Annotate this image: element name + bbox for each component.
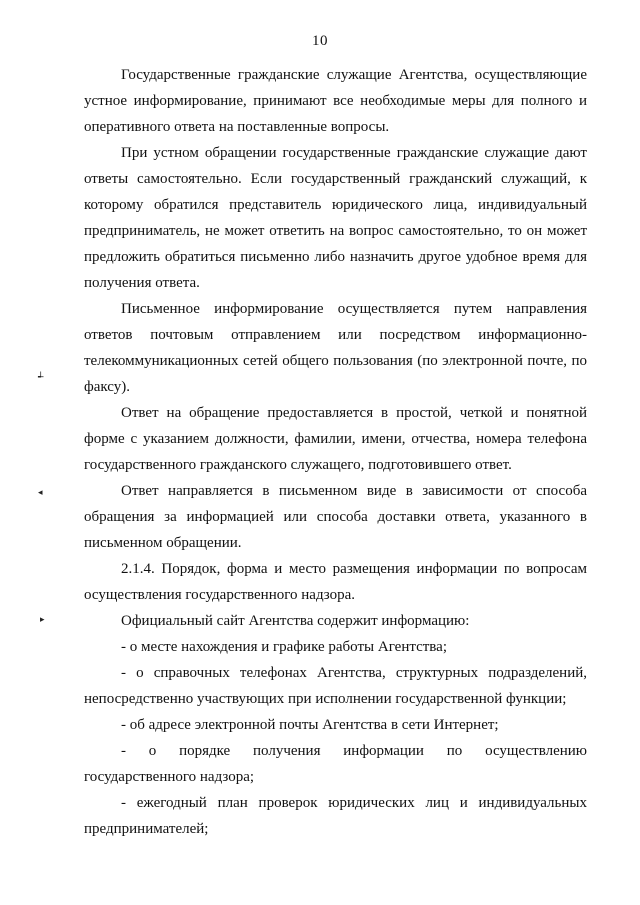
document-body [84,62,587,842]
page-number: 10 [312,33,328,49]
margin-scan-mark: ▸ [40,615,45,625]
paragraph: Ответ направляется в письменном виде в зависимости от способа обращения за информацией или способа доставки ответа, указанного в письменном обращении. [84,483,587,551]
paragraph: Государственные гражданские служащие Агентства, осуществляющие устное информирование, принимают все необходимые меры для полного и оперативного ответа на поставленные вопросы. [84,67,587,135]
list-item: - об адресе электронной почты Агентства в сети Интернет; [121,717,499,733]
paragraph: Официальный сайт Агентства содержит информацию: [121,613,470,629]
list-item: - о справочных телефонах Агентства, структурных подразделений, непосредственно участвующих при исполнении государственной функции; [84,665,587,707]
margin-scan-mark: ┵ [38,373,44,383]
paragraph: 2.1.4. Порядок, форма и место размещения информации по вопросам осуществления государственного надзора. [84,561,587,603]
paragraph: Письменное информирование осуществляется путем направления ответов почтовым отправлением или посредством информационно-телекоммуникационных сетей общего пользования (по электронной почте, по факсу). [84,301,587,395]
list-item: - о месте нахождения и графике работы Агентства; [121,639,448,655]
paragraph: Ответ на обращение предоставляется в простой, четкой и понятной форме с указанием должности, фамилии, имени, отчества, номера телефона государственного гражданского служащего, подготовившего ответ. [84,405,587,473]
list-item: - о порядке получения информации по осуществлению государственного надзора; [84,743,587,785]
margin-scan-mark: ◂ [38,488,43,498]
paragraph: При устном обращении государственные гражданские служащие дают ответы самостоятельно. Если государственный гражданский служащий, к которому обратился представитель юридического лица, индивидуальный предприниматель, не может ответить на вопрос самостоятельно, то он может предложить обратиться письменно либо назначить другое удобное время для получения ответа. [84,145,587,291]
list-item: - ежегодный план проверок юридических лиц и индивидуальных предпринимателей; [84,795,587,837]
